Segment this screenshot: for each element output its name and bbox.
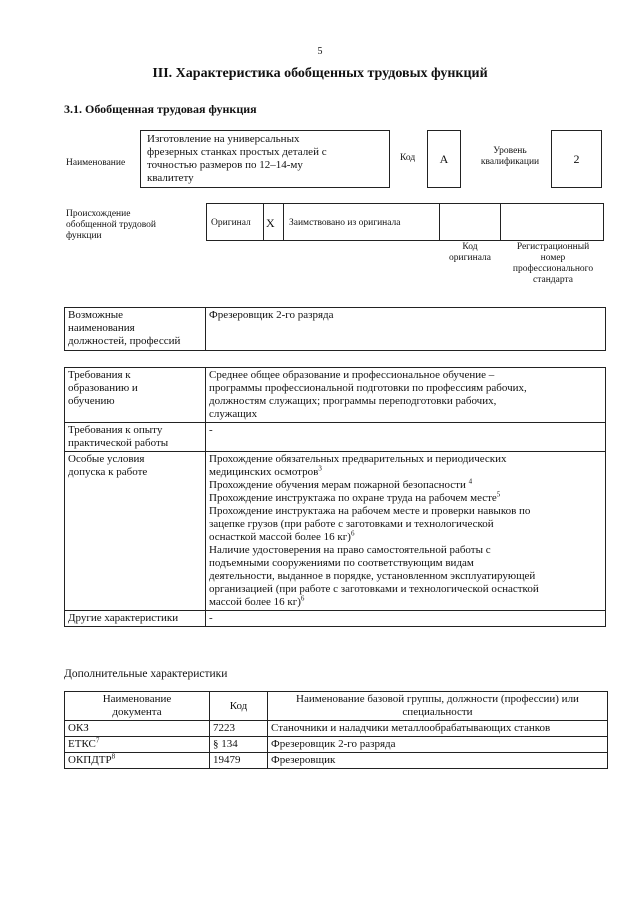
other-value-cell (206, 611, 606, 627)
function-name-line: фрезерных станках простых деталей с (147, 146, 327, 158)
condition-line: Прохождение обязательных предварительных и периодических (209, 453, 507, 465)
row-name (268, 737, 608, 753)
original-mark: Х (266, 216, 275, 230)
function-name-text (147, 133, 327, 185)
caption-line: номер (540, 253, 566, 263)
condition-item (209, 505, 602, 544)
condition-line: оснасткой массой более 16 кг) (209, 531, 351, 543)
function-name-line: квалитету (147, 172, 194, 184)
experience-row (65, 423, 606, 452)
row-doc-text: ОКЗ (68, 722, 89, 734)
other-value: - (209, 612, 213, 624)
row-code (210, 721, 268, 737)
origin-divider (263, 203, 264, 241)
function-name-line: Изготовление на универсальных (147, 133, 300, 145)
function-name-line: точностью размеров по 12–14-му (147, 159, 303, 171)
header-name (268, 692, 608, 721)
row-code-text: 19479 (213, 754, 241, 766)
positions-value: Фрезеровщик 2-го разряда (209, 309, 334, 321)
positions-value-cell (206, 308, 606, 351)
education-label-line: Требования к (68, 369, 131, 381)
row-name-text: Фрезеровщик 2-го разряда (271, 738, 396, 750)
row-doc-text: ЕТКС (68, 738, 96, 750)
additional-header-row (65, 692, 608, 721)
original-label: Оригинал (211, 218, 251, 228)
origin-divider (439, 203, 440, 241)
row-doc (65, 753, 210, 769)
origin-label-line: обобщенной трудовой (66, 220, 156, 230)
conditions-label-line: допуска к работе (68, 466, 148, 478)
section-title: III. Характеристика обобщенных трудовых функций (152, 66, 488, 81)
education-label-line: обучению (68, 395, 115, 407)
conditions-label-line: Особые условия (68, 453, 145, 465)
experience-value: - (209, 424, 213, 436)
condition-line: организацией (при работе с заготовками и технологической оснасткой (209, 583, 539, 595)
level-box (551, 130, 602, 188)
reg-number-caption (502, 242, 604, 286)
caption-line: стандарта (533, 275, 573, 285)
additional-table (64, 691, 608, 769)
additional-heading: Дополнительные характеристики (64, 668, 228, 680)
conditions-row (65, 452, 606, 611)
condition-line: подъемными сооружениями по соответствующим видам (209, 557, 474, 569)
table-row (65, 721, 608, 737)
condition-item (209, 479, 602, 492)
row-doc-text: ОКПДТР (68, 754, 112, 766)
positions-label-line: наименования (68, 322, 135, 334)
footnote-ref: 8 (111, 752, 116, 761)
caption-line: профессионального (512, 264, 594, 274)
origin-label (66, 209, 156, 242)
condition-line: медицинских осмотров (209, 466, 319, 478)
other-label-cell (65, 611, 206, 627)
header-code (210, 692, 268, 721)
code-label: Код (400, 153, 416, 163)
positions-label-line: Возможные (68, 309, 123, 321)
code-value: А (439, 152, 449, 166)
footnote-ref: 6 (300, 594, 305, 603)
origin-label-line: функции (66, 231, 102, 241)
level-value: 2 (573, 152, 580, 166)
row-code (210, 737, 268, 753)
experience-value-cell (206, 423, 606, 452)
positions-label-line: должностей, профессий (68, 335, 181, 347)
caption-line: Регистрационный (516, 242, 590, 252)
table-row (65, 737, 608, 753)
level-label-line: квалификации (480, 157, 540, 167)
education-line: Среднее общее образование и профессиональное обучение – (209, 369, 495, 381)
footnote-ref: 5 (496, 490, 501, 499)
code-origin-caption (440, 242, 500, 264)
caption-line: Код (462, 242, 478, 252)
row-doc (65, 721, 210, 737)
caption-line: оригинала (449, 253, 491, 263)
row-code-text: 7223 (213, 722, 235, 734)
education-value-cell (206, 368, 606, 423)
row-name-text: Фрезеровщик (271, 754, 336, 766)
header-doc (65, 692, 210, 721)
footnote-ref: 3 (318, 464, 322, 473)
header-line: документа (112, 706, 162, 718)
header-line: Код (229, 699, 248, 712)
origin-divider (283, 203, 284, 241)
subsection-title: 3.1. Обобщенная трудовая функция (64, 102, 257, 116)
other-row (65, 611, 606, 627)
table-row (65, 753, 608, 769)
condition-item (209, 492, 602, 505)
row-name (268, 721, 608, 737)
name-label: Наименование (66, 158, 126, 168)
footnote-ref: 4 (468, 477, 473, 486)
conditions-value-cell (206, 452, 606, 611)
positions-label-cell (65, 308, 206, 351)
condition-line: Наличие удостоверения на право самостоятельной работы с (209, 544, 491, 556)
condition-line: зацепке грузов (при работе с заготовками и технологической (209, 518, 494, 530)
condition-item (209, 544, 602, 609)
condition-line: Прохождение инструктажа по охране труда на рабочем месте (209, 492, 497, 504)
requirements-table (64, 367, 606, 627)
origin-divider (500, 203, 501, 241)
education-row (65, 368, 606, 423)
condition-line: деятельности, выданное в порядке, установленном эксплуатирующей (209, 570, 536, 582)
header-line: Наименование (102, 693, 172, 705)
row-name (268, 753, 608, 769)
origin-label-line: Происхождение (66, 209, 131, 219)
positions-row (65, 308, 606, 351)
row-name-text: Станочники и наладчики металлообрабатывающих станков (271, 722, 551, 734)
level-label-line: Уровень (493, 146, 527, 156)
experience-label-line: Требования к опыту (68, 424, 163, 436)
positions-table (64, 307, 606, 351)
education-line: служащих (209, 408, 258, 420)
footnote-ref: 6 (350, 529, 355, 538)
footnote-ref: 7 (95, 736, 100, 745)
experience-label-cell (65, 423, 206, 452)
other-label: Другие характеристики (68, 612, 179, 624)
header-line: Наименование базовой группы, должности (профессии) или (296, 693, 579, 705)
condition-line: Прохождение инструктажа на рабочем месте и проверки навыков по (209, 505, 531, 517)
education-line: должностям служащих; программы переподготовки рабочих, (209, 395, 497, 407)
code-box (427, 130, 461, 188)
condition-line: Прохождение обучения мерам пожарной безопасности (209, 479, 469, 491)
borrowed-label: Заимствовано из оригинала (289, 218, 401, 228)
level-label (470, 146, 550, 168)
row-code (210, 753, 268, 769)
function-name-box (140, 130, 390, 188)
education-label-cell (65, 368, 206, 423)
conditions-label-cell (65, 452, 206, 611)
page-number: 5 (317, 46, 323, 57)
education-line: программы профессиональной подготовки по профессиям рабочих, (209, 382, 527, 394)
experience-label-line: практической работы (68, 437, 169, 449)
row-code-text: § 134 (213, 738, 238, 750)
condition-item (209, 453, 602, 479)
header-line: специальности (402, 706, 473, 718)
education-label-line: образованию и (68, 382, 138, 394)
condition-line: массой более 16 кг) (209, 596, 301, 608)
row-doc (65, 737, 210, 753)
